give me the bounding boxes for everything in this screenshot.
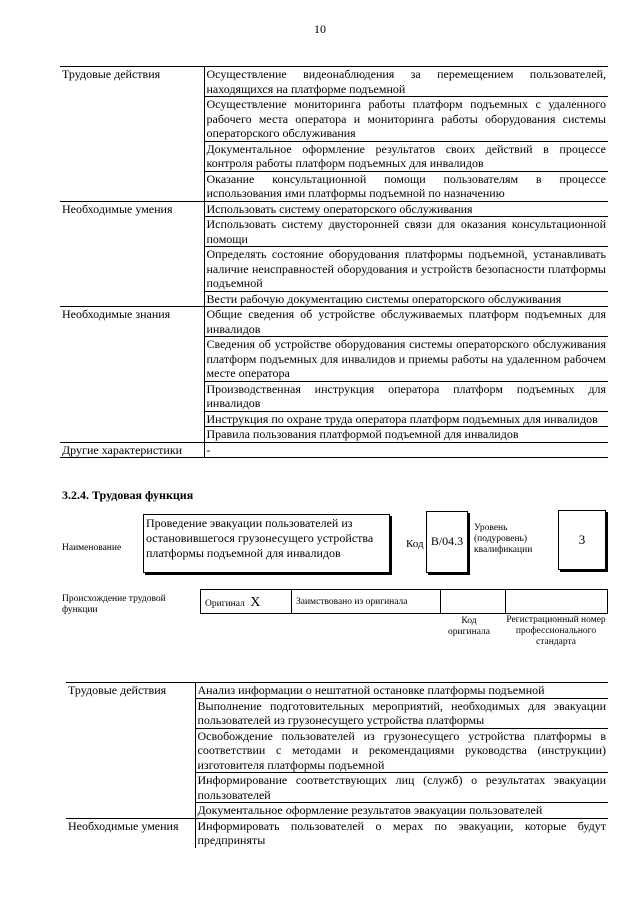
table-cell: Осуществление видеонаблюдения за перемещением пользователей, находящихся на платформе подъемной xyxy=(204,67,608,97)
function-name-box: Проведение эвакуации пользователей из остановившегося грузонесущего устройства платформы подъемной для инвалидов xyxy=(143,514,390,573)
table-cell: Выполнение подготовительных мероприятий, необходимых для эвакуации пользователей из грузонесущего устройства платформы xyxy=(195,698,608,728)
table-cell: Осуществление мониторинга работы платформ подъемных с удаленного рабочего места оператора и мониторинга работы оборудования системы операторского обслуживания xyxy=(204,97,608,142)
table-cell: Использовать систему двусторонней связи для оказания консультационной помощи xyxy=(204,217,608,247)
table-cell: Анализ информации о нештатной остановке платформы подъемной xyxy=(195,683,608,699)
level-value-box: 3 xyxy=(558,510,606,570)
page-number: 10 xyxy=(314,22,326,36)
table-cell: Определять состояние оборудования платформы подъемной, устанавливать наличие неисправностей оборудования и устройств безопасности платформы подъемной xyxy=(204,247,608,292)
table-cell: Освобождение пользователей из грузонесущего устройства платформы в соответствии с методами и рекомендациями руководства (инструкции) изготовителя платформы подъемной xyxy=(195,728,608,773)
table-labor-function-2 xyxy=(66,682,608,848)
section-title: 3.2.4. Трудовая функция xyxy=(62,488,194,502)
table-cell: Использовать систему операторского обслуживания xyxy=(204,201,608,217)
row-label: Необходимые умения xyxy=(66,818,195,848)
row-label: Трудовые действия xyxy=(60,67,204,202)
reg-number-cell xyxy=(505,589,608,614)
name-label: Наименование xyxy=(62,543,122,553)
row-label: Необходимые знания xyxy=(60,307,204,443)
original-mark: X xyxy=(250,595,261,610)
table-cell: Сведения об устройстве оборудования системы операторского обслуживания платформ подъемных для инвалидов и приемы работы на удаленном рабочем месте оператора xyxy=(204,337,608,382)
origin-row xyxy=(200,589,608,616)
table-cell: Оказание консультационной помощи пользователям в процессе использования ими платформы подъемной по назначению xyxy=(204,171,608,201)
code-label: Код xyxy=(406,538,424,550)
table-cell: Информировать пользователей о мерах по эвакуации, которые будут предприняты xyxy=(197,818,606,847)
table-cell: Вести рабочую документацию системы операторского обслуживания xyxy=(204,291,608,307)
origin-label: Происхождение трудовой функции xyxy=(62,594,166,615)
table-cell: Документальное оформление результатов своих действий в процессе контроля работы платформ подъемных для инвалидов xyxy=(204,141,608,171)
table-cell: Производственная инструкция оператора платформ подъемных для инвалидов xyxy=(204,381,608,411)
row-label: Необходимые умения xyxy=(60,201,204,307)
row-label: Другие характеристики xyxy=(60,442,204,458)
table-cell: - xyxy=(204,442,608,458)
borrowed-cell: Заимствовано из оригинала xyxy=(291,589,441,614)
level-label: Уровень (подуровень) квалификации xyxy=(474,523,533,555)
original-cell xyxy=(200,589,292,614)
original-label: Оригинал xyxy=(205,599,245,609)
table-cell: Правила пользования платформой подъемной для инвалидов xyxy=(204,427,608,443)
table-cell: Инструкция по охране труда оператора платформ подъемных для инвалидов xyxy=(204,411,608,427)
table-cell: Информирование соответствующих лиц (служб) о результатах эвакуации пользователей xyxy=(195,773,608,803)
code-origin-cell xyxy=(440,589,506,614)
table-cell: Документальное оформление результатов эвакуации пользователей xyxy=(195,803,608,819)
reg-number-caption: Регистрационный номер профессионального стандарта xyxy=(506,615,606,647)
table-labor-function-1 xyxy=(60,66,608,458)
table-cell: Общие сведения об устройстве обслуживаемых платформ подъемных для инвалидов xyxy=(204,307,608,337)
function-code-box: В/04.3 xyxy=(426,511,468,573)
row-label: Трудовые действия xyxy=(66,683,195,819)
code-origin-caption: Код оригинала xyxy=(448,616,490,637)
